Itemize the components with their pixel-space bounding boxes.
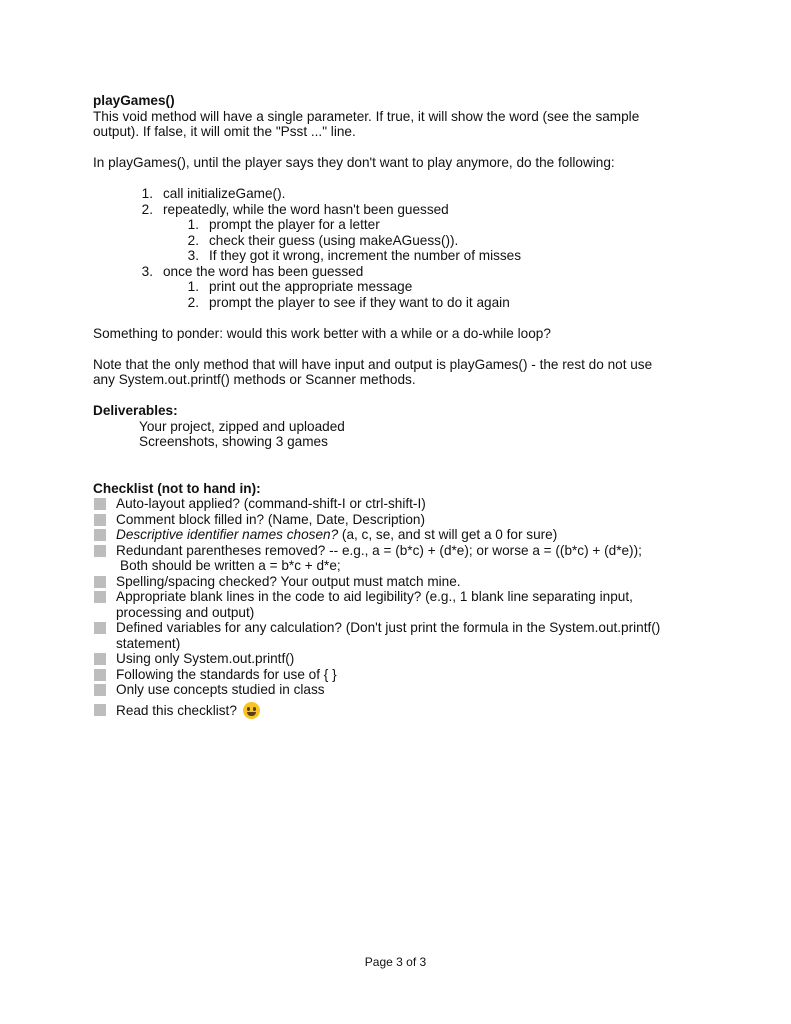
checkbox[interactable] <box>94 591 106 603</box>
checklist-item: Read this checklist? <box>93 702 713 719</box>
deliverables-title: Deliverables: <box>93 403 178 418</box>
checkbox[interactable] <box>94 576 106 588</box>
checklist-item: Defined variables for any calculation? (Don't just print the formula in the System.out.printf() statement) <box>93 620 713 651</box>
deliverable-item: Your project, zipped and uploaded <box>139 418 345 434</box>
checkbox[interactable] <box>94 704 106 716</box>
checklist-item: Using only System.out.printf() <box>93 651 713 667</box>
checklist-item: Redundant parentheses removed? -- e.g., a = (b*c) + (d*e); or worse a = ((b*c) + (d*e)); Both should be written a = b*c + d*e; <box>93 543 713 574</box>
steps-list <box>93 186 713 310</box>
list-item: 2. repeatedly, while the word hasn't been guessed <box>141 201 449 217</box>
page-number: Page 3 of 3 <box>364 955 427 969</box>
checkbox[interactable] <box>94 622 106 634</box>
checkbox[interactable] <box>94 684 106 696</box>
checklist-item: Auto-layout applied? (command-shift-I or ctrl-shift-I) <box>93 496 713 512</box>
checkbox[interactable] <box>94 669 106 681</box>
note-line-1: Note that the only method that will have input and output is playGames() - the rest do not use <box>93 356 653 372</box>
list-item: 3. once the word has been guessed <box>141 263 364 279</box>
checklist <box>93 496 713 719</box>
checklist-item: Following the standards for use of { } <box>93 667 713 683</box>
list-item: 1. print out the appropriate message <box>187 279 413 294</box>
checkbox[interactable] <box>94 653 106 665</box>
list-item: 1. call initializeGame(). <box>141 186 286 201</box>
checklist-item: Only use concepts studied in class <box>93 682 713 698</box>
list-item: 2. check their guess (using makeAGuess()). <box>187 232 459 248</box>
intro-line-1: This void method will have a single parameter. If true, it will show the word (see the sample <box>93 108 640 124</box>
ponder-text: Something to ponder: would this work better with a while or a do-while loop? <box>93 325 551 341</box>
checkbox[interactable] <box>94 529 106 541</box>
section-title: playGames() <box>93 93 175 108</box>
list-item: 2. prompt the player to see if they want to do it again <box>187 294 510 310</box>
note-line-2: any System.out.printf() methods or Scanner methods. <box>93 372 416 387</box>
smiley-icon <box>243 702 260 719</box>
list-item: 1. prompt the player for a letter <box>187 217 380 232</box>
checklist-item: Appropriate blank lines in the code to aid legibility? (e.g., 1 blank line separating input, processing and output) <box>93 589 713 620</box>
intro-line-2: output). If false, it will omit the "Psst ..." line. <box>93 124 356 139</box>
loop-intro: In playGames(), until the player says they don't want to play anymore, do the following: <box>93 155 615 170</box>
checklist-item: Spelling/spacing checked? Your output must match mine. <box>93 574 713 590</box>
checklist-title: Checklist (not to hand in): <box>93 480 261 496</box>
checklist-item: Descriptive identifier names chosen? (a, c, se, and st will get a 0 for sure) <box>93 527 713 543</box>
list-item: 3. If they got it wrong, increment the number of misses <box>187 248 522 263</box>
deliverable-item: Screenshots, showing 3 games <box>139 434 328 449</box>
checklist-item: Comment block filled in? (Name, Date, Description) <box>93 512 713 528</box>
checkbox[interactable] <box>94 498 106 510</box>
document-page <box>93 93 713 719</box>
checkbox[interactable] <box>94 514 106 526</box>
checkbox[interactable] <box>94 545 106 557</box>
